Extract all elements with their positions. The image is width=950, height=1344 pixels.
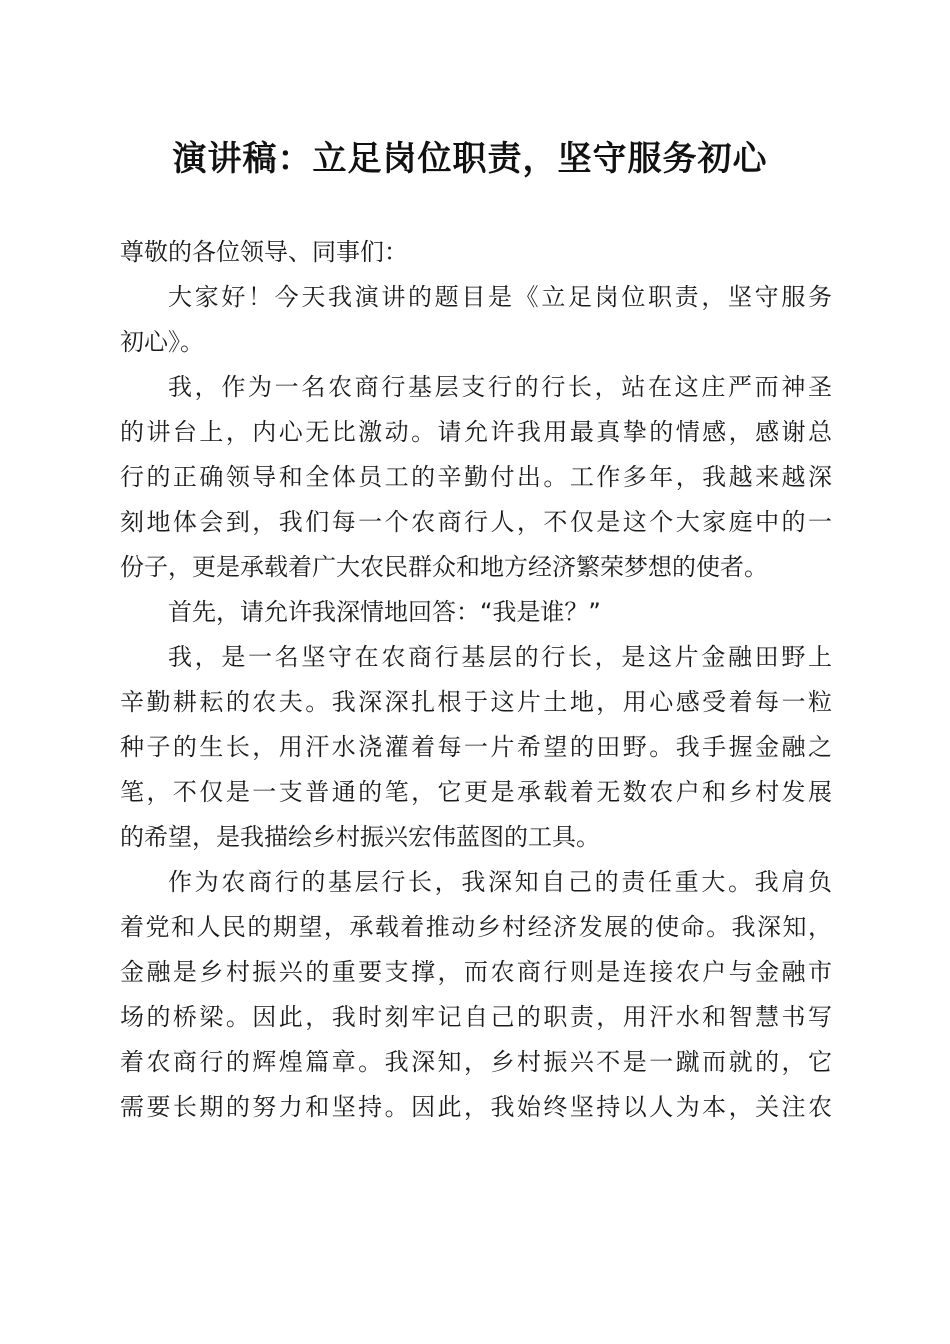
text-line: 辛勤耕耘的农夫。我深深扎根于这片土地，用心感受着每一粒 — [120, 688, 832, 716]
text-line: 我，作为一名农商行基层支行的行长，站在这庄严而神圣 — [168, 373, 832, 401]
text-line: 金融是乡村振兴的重要支撑，而农商行则是连接农户与金融市 — [120, 958, 832, 986]
text-line: 着党和人民的期望，承载着推动乡村经济发展的使命。我深知， — [120, 913, 832, 941]
text-line: 首先，请允许我深情地回答：“我是谁？” — [168, 598, 601, 626]
text-line: 初心》。 — [120, 328, 204, 356]
document-body — [120, 230, 832, 1130]
text-line: 尊敬的各位领导、同事们： — [120, 238, 408, 266]
document-title: 演讲稿：立足岗位职责，坚守服务初心 — [172, 139, 768, 179]
text-line: 需要长期的努力和坚持。因此，我始终坚持以人为本，关注农 — [120, 1093, 832, 1121]
text-line: 大家好！今天我演讲的题目是《立足岗位职责，坚守服务 — [168, 283, 832, 311]
text-line: 份子，更是承载着广大农民群众和地方经济繁荣梦想的使者。 — [120, 553, 768, 581]
text-line: 行的正确领导和全体员工的辛勤付出。工作多年，我越来越深 — [120, 463, 832, 491]
text-line: 的讲台上，内心无比激动。请允许我用最真挚的情感，感谢总 — [120, 418, 832, 446]
text-line: 场的桥梁。因此，我时刻牢记自己的职责，用汗水和智慧书写 — [120, 1003, 832, 1031]
text-line: 刻地体会到，我们每一个农商行人，不仅是这个大家庭中的一 — [120, 508, 832, 536]
text-line: 种子的生长，用汗水浇灌着每一片希望的田野。我手握金融之 — [120, 733, 832, 761]
text-line: 的希望，是我描绘乡村振兴宏伟蓝图的工具。 — [120, 823, 600, 851]
text-line: 笔，不仅是一支普通的笔，它更是承载着无数农户和乡村发展 — [120, 778, 832, 806]
text-line: 作为农商行的基层行长，我深知自己的责任重大。我肩负 — [168, 868, 832, 896]
text-line: 着农商行的辉煌篇章。我深知，乡村振兴不是一蹴而就的，它 — [120, 1048, 832, 1076]
text-line: 我，是一名坚守在农商行基层的行长，是这片金融田野上 — [168, 643, 832, 671]
